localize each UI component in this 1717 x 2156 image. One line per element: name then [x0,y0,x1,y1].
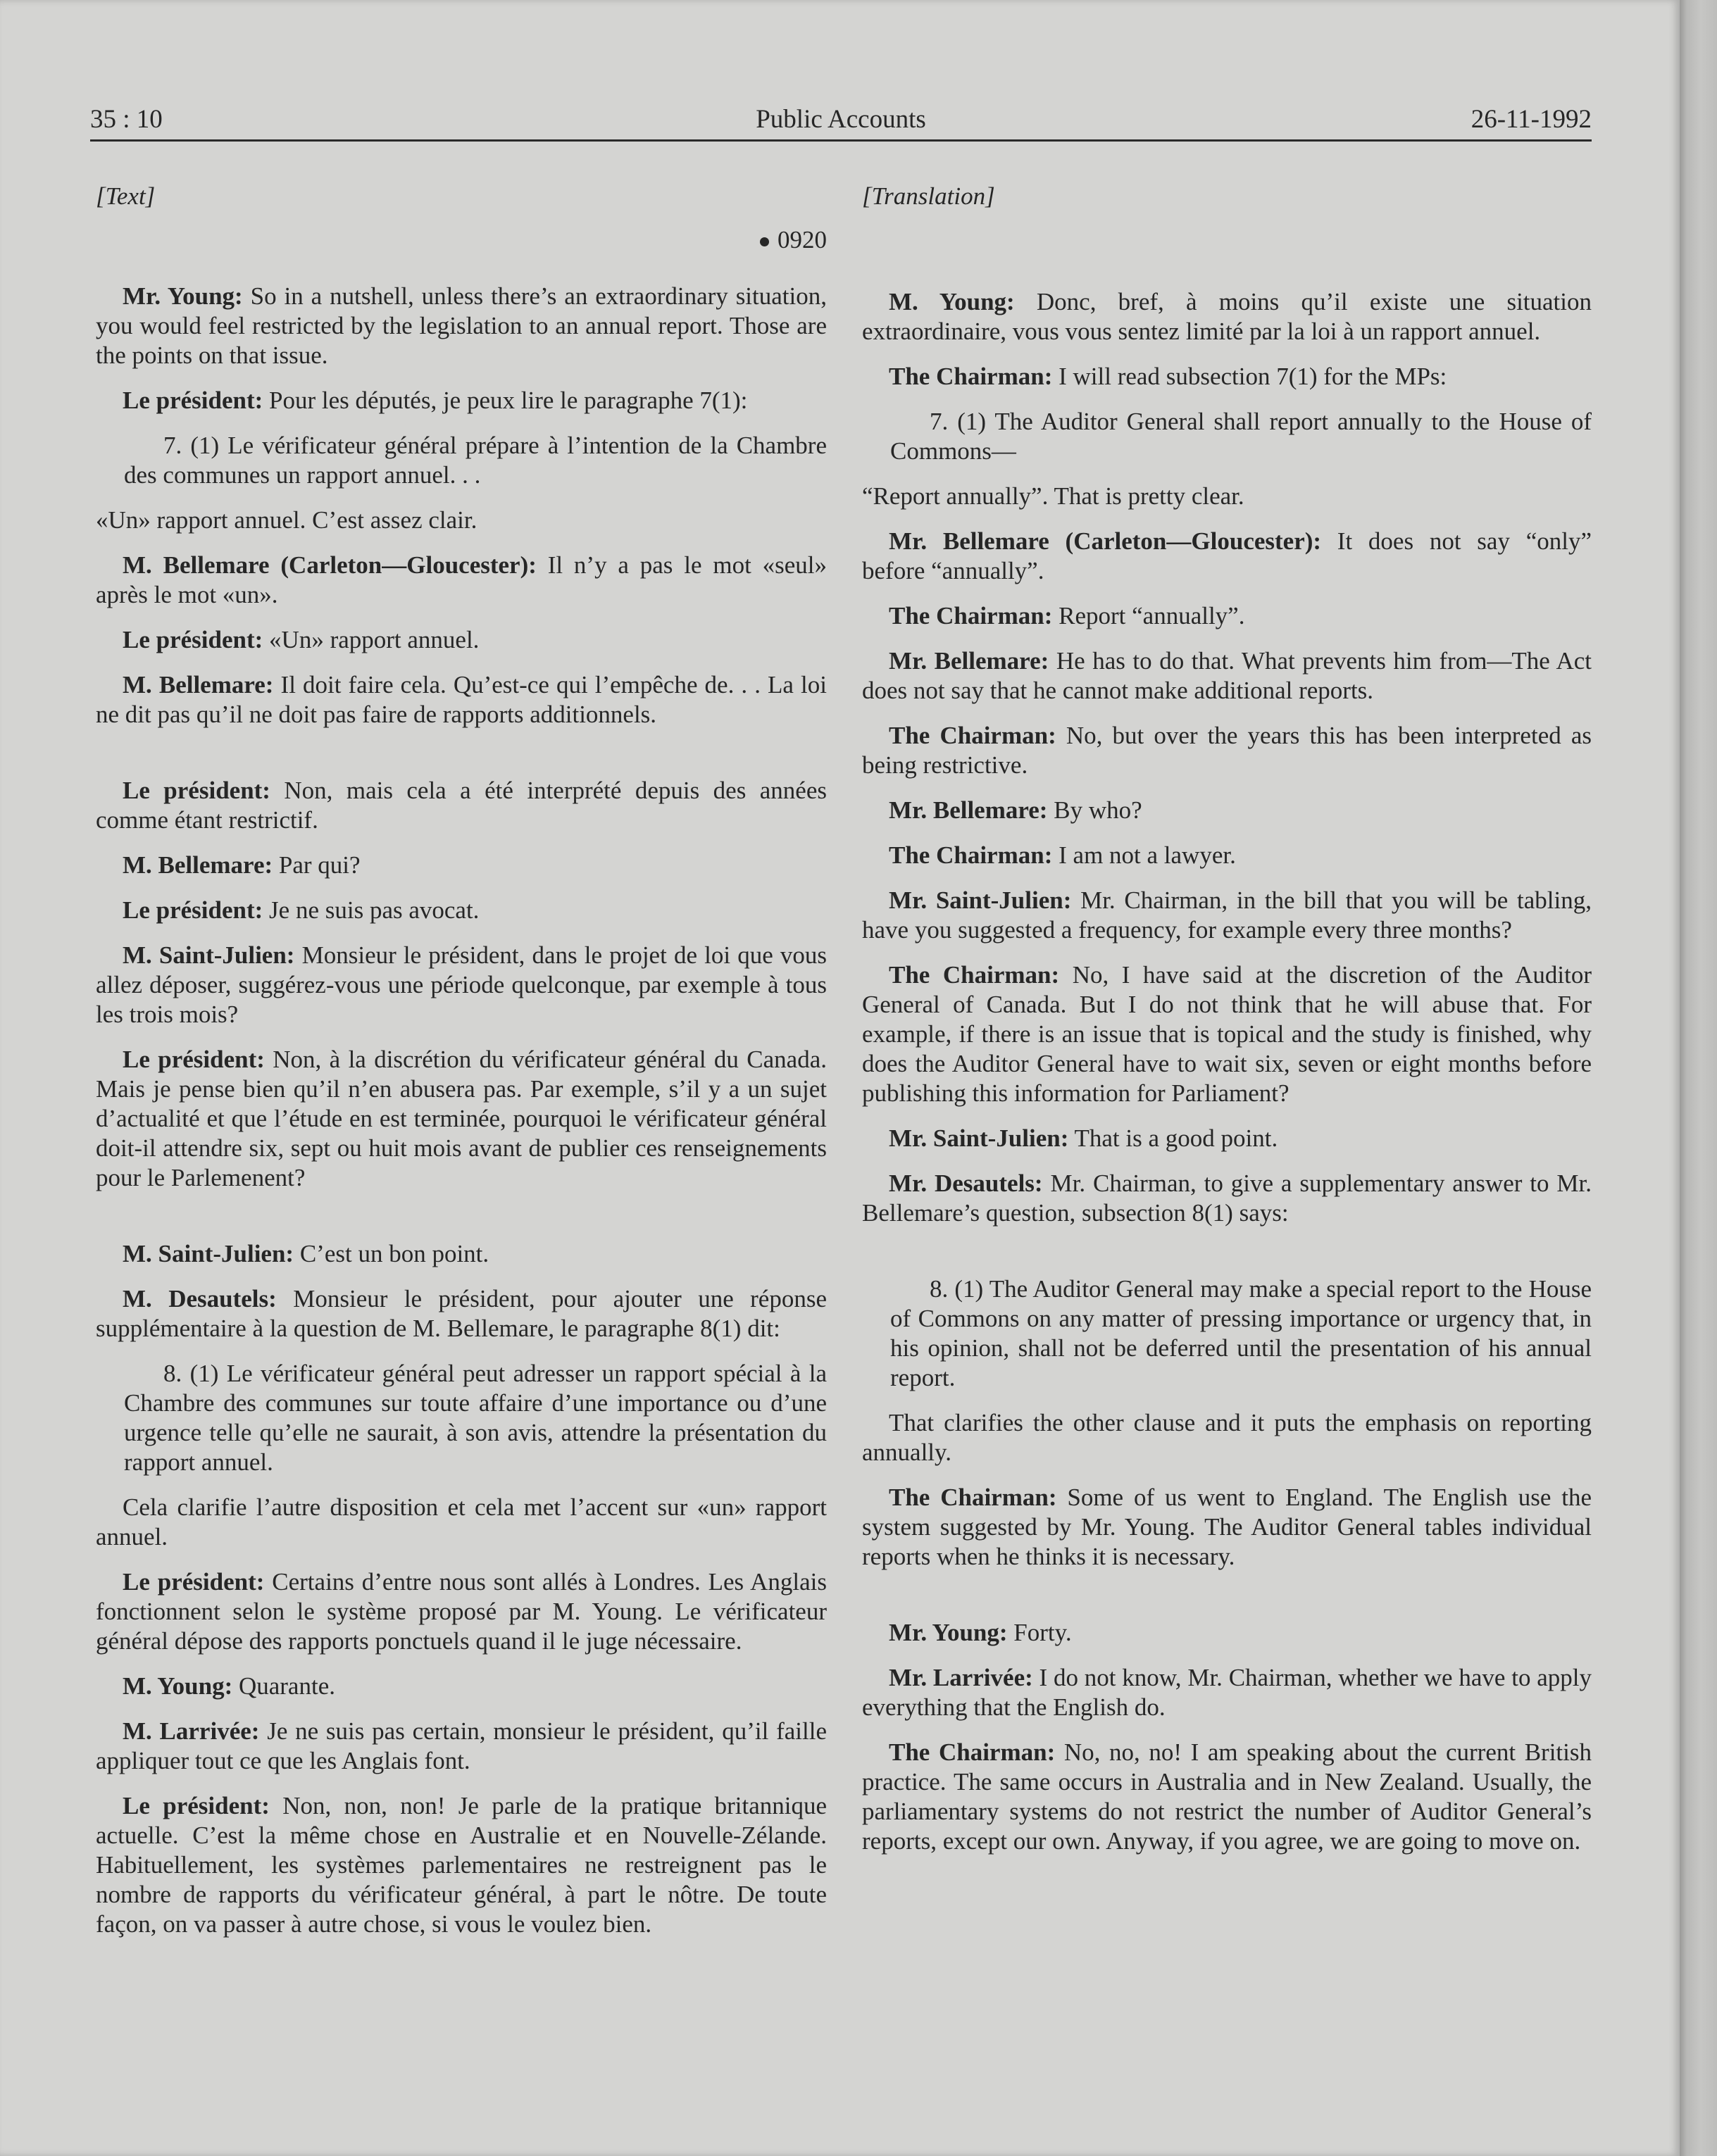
speech-text: Mr. Chairman, to give a supplementary answer to Mr. Bellemare’s question, subsection 8(1) says: [862,1170,1592,1227]
speech-text: By who? [1047,796,1142,824]
paragraph [862,1663,1592,1722]
speaker-name: M. Saint-Julien: [123,941,295,969]
speaker-name: Le président: [123,1792,270,1819]
speaker-name: Le président: [123,626,263,653]
sitting-date: 26-11-1992 [1471,105,1592,134]
paragraph [96,1567,827,1656]
speaker-name: M. Saint-Julien: [123,1240,294,1267]
speech-text: I do not know, Mr. Chairman, whether we have to apply everything that the English do. [862,1664,1592,1721]
paragraph [96,776,827,835]
speech-text: I am not a lawyer. [1052,841,1236,869]
paragraph [96,896,827,925]
paragraph [96,1791,827,1939]
speech-text: That is a good point. [1068,1124,1278,1152]
speaker-name: M. Young: [889,288,1015,315]
speaker-name: Mr. Young: [889,1619,1008,1646]
speaker-name: Mr. Bellemare: [889,647,1049,675]
speaker-name: The Chairman: [889,1738,1056,1766]
paragraph [862,721,1592,780]
paragraph [862,601,1592,631]
speech-text: Non, non, non! Je parle de la pratique britannique actuelle. C’est la même chose en Australie et en Nouvelle-Zélande. Habituellement, les systèmes parlementaires ne restreignent pas le nombre de rapports du vérificateur général, à part le nôtre. De toute façon, on va passer à autre chose, si vous le voulez bien. [96,1792,827,1938]
speaker-name: Mr. Bellemare (Carleton—Gloucester): [889,527,1322,555]
paragraph [96,506,827,535]
speech-text: Par qui? [273,851,361,879]
speech-text: So in a nutshell, unless there’s an extraordinary situation, you would feel restricted by the legislation to an annual report. Those are the points on that issue. [96,282,827,369]
speaker-name: Mr. Larrivée: [889,1664,1033,1691]
quote-text: 7. (1) The Auditor General shall report annually to the House of Commons— [890,408,1592,465]
paragraph [862,1169,1592,1228]
running-header [90,104,1592,142]
paragraph [96,386,827,415]
paragraph [862,287,1592,346]
speaker-name: Le président: [123,1046,265,1073]
speech-text: No, but over the years this has been interpreted as being restrictive. [862,722,1592,779]
speaker-name: Le président: [123,896,263,924]
speaker-name: Mr. Young: [123,282,243,310]
paragraph [96,1717,827,1776]
speech-text: Donc, bref, à moins qu’il existe une situation extraordinaire, vous vous sentez limité par la loi à un rapport annuel. [862,288,1592,345]
time-marker [96,225,827,255]
speaker-name: M. Bellemare (Carleton—Gloucester): [123,551,537,579]
left-column [96,182,827,1939]
speaker-name: M. Young: [123,1672,233,1700]
page-edge [1680,0,1717,2156]
speech-text: Monsieur le président, dans le projet de loi que vous allez déposer, suggérez-vous une période quelconque, par exemple à tous les trois mois? [96,941,827,1028]
speaker-name: Mr. Saint-Julien: [889,1124,1069,1152]
statute-quote [96,1359,827,1477]
paragraph [862,1618,1592,1648]
paragraph [96,851,827,880]
speaker-name: M. Desautels: [123,1285,277,1312]
speech-text: «Un» rapport annuel. [263,626,480,653]
speech-text: Mr. Chairman, in the bill that you will be tabling, have you suggested a frequency, for example every three months? [862,886,1592,944]
paragraph [96,941,827,1029]
speech-text: «Un» rapport annuel. C’est assez clair. [96,506,477,534]
paragraph [96,1239,827,1269]
speech-text: Some of us went to England. The English use the system suggested by Mr. Young. The Auditor General tables individual reports when he thinks it is necessary. [862,1484,1592,1570]
paragraph [862,1483,1592,1572]
speech-text: He has to do that. What prevents him from—The Act does not say that he cannot make additional reports. [862,647,1592,704]
statute-quote [862,407,1592,466]
paragraph [862,646,1592,706]
paragraph [862,960,1592,1108]
speech-text: No, I have said at the discretion of the Auditor General of Canada. But I do not think that he will abuse that. For example, if there is an issue that is topical and the study is finished, why does the Auditor General have to wait six, seven or eight months before publishing this information for Parliament? [862,961,1592,1107]
page-number: 35 : 10 [90,105,163,134]
speaker-name: M. Bellemare: [123,851,273,879]
speech-text: Il doit faire cela. Qu’est-ce qui l’empêche de. . . La loi ne dit pas qu’il ne doit pas faire de rapports additionnels. [96,671,827,728]
speech-text: Je ne suis pas certain, monsieur le président, qu’il faille appliquer tout ce que les Anglais font. [96,1717,827,1774]
speech-text: Certains d’entre nous sont allés à Londres. Les Anglais fonctionnent selon le système proposé par M. Young. Le vérificateur général dépose des rapports ponctuels quand il le juge nécessaire. [96,1568,827,1655]
speaker-name: The Chairman: [889,841,1053,869]
paragraph [862,1124,1592,1153]
paragraph [862,1408,1592,1467]
publication-title: Public Accounts [756,105,926,134]
speech-text: Il n’y a pas le mot «seul» après le mot «un». [96,551,827,608]
speech-text: Monsieur le président, pour ajouter une réponse supplémentaire à la question de M. Bellemare, le paragraphe 8(1) dit: [96,1285,827,1342]
speaker-name: M. Larrivée: [123,1717,260,1745]
speaker-name: The Chairman: [889,1484,1057,1511]
quote-text: 7. (1) Le vérificateur général prépare à l’intention de la Chambre des communes un rapport annuel. . . [124,432,827,489]
paragraph [96,625,827,655]
speech-text: It does not say “only” before “annually”. [862,527,1592,584]
paragraph [862,362,1592,391]
bullet-icon [760,237,769,246]
paragraph [96,282,827,370]
speaker-name: Mr. Bellemare: [889,796,1048,824]
paragraph [96,1045,827,1193]
paragraph [862,841,1592,870]
speaker-name: The Chairman: [889,961,1060,989]
paragraph [96,670,827,729]
speech-text: Report “annually”. [1052,602,1245,629]
quote-text: 8. (1) Le vérificateur général peut adresser un rapport spécial à la Chambre des communes sur toute affaire d’une importance ou d’une urgence telle qu’elle ne saurait, à son avis, attendre la présentation du rapport annuel. [124,1360,827,1476]
paragraph [862,886,1592,945]
paragraph [862,482,1592,511]
statute-quote [96,431,827,490]
paragraph [96,1284,827,1343]
speaker-name: Le président: [123,387,263,414]
speaker-name: Le président: [123,777,270,804]
speech-text: C’est un bon point. [294,1240,489,1267]
speaker-name: Le président: [123,1568,265,1596]
statute-quote [862,1274,1592,1393]
speech-text: Non, mais cela a été interprété depuis des années comme étant restrictif. [96,777,827,834]
speech-text: No, no, no! I am speaking about the current British practice. The same occurs in Australia and in New Zealand. Usually, the parliamentary systems do not restrict the number of Auditor General’s reports, except our own. Anyway, if you agree, we are going to move on. [862,1738,1592,1855]
speech-text: Forty. [1007,1619,1072,1646]
speaker-name: The Chairman: [889,722,1056,749]
speech-text: Pour les députés, je peux lire le paragraphe 7(1): [263,387,748,414]
speech-text: That clarifies the other clause and it puts the emphasis on reporting annually. [862,1409,1592,1466]
speech-text: Non, à la discrétion du vérificateur général du Canada. Mais je pense bien qu’il n’en abusera pas. Par exemple, s’il y a un sujet d’actualité et que l’étude en est terminée, pourquoi le vérificateur général doit-il attendre six, sept ou huit mois avant de publier ces renseignements pour le Parlemenent? [96,1046,827,1191]
speech-text: Cela clarifie l’autre disposition et cela met l’accent sur «un» rapport annuel. [96,1493,827,1550]
right-column [862,182,1592,1856]
speaker-name: Mr. Saint-Julien: [889,886,1072,914]
speaker-name: M. Bellemare: [123,671,274,698]
paragraph [96,1493,827,1552]
paragraph [862,796,1592,825]
time-marker-text: 0920 [778,226,827,253]
paragraph [96,1672,827,1701]
speaker-name: The Chairman: [889,602,1053,629]
paragraph [96,551,827,610]
language-label: [Translation] [862,182,995,210]
speaker-name: Mr. Desautels: [889,1170,1043,1197]
quote-text: 8. (1) The Auditor General may make a special report to the House of Commons on any matter of pressing importance or urgency that, in his opinion, shall not be deferred until the presentation of his annual report. [890,1275,1592,1391]
paragraph [862,527,1592,586]
paragraph [862,1738,1592,1856]
speech-text: “Report annually”. That is pretty clear. [862,482,1244,510]
speech-text: Je ne suis pas avocat. [263,896,480,924]
speech-text: I will read subsection 7(1) for the MPs: [1052,363,1447,390]
speaker-name: The Chairman: [889,363,1053,390]
language-label: [Text] [96,182,156,210]
speech-text: Quarante. [232,1672,335,1700]
